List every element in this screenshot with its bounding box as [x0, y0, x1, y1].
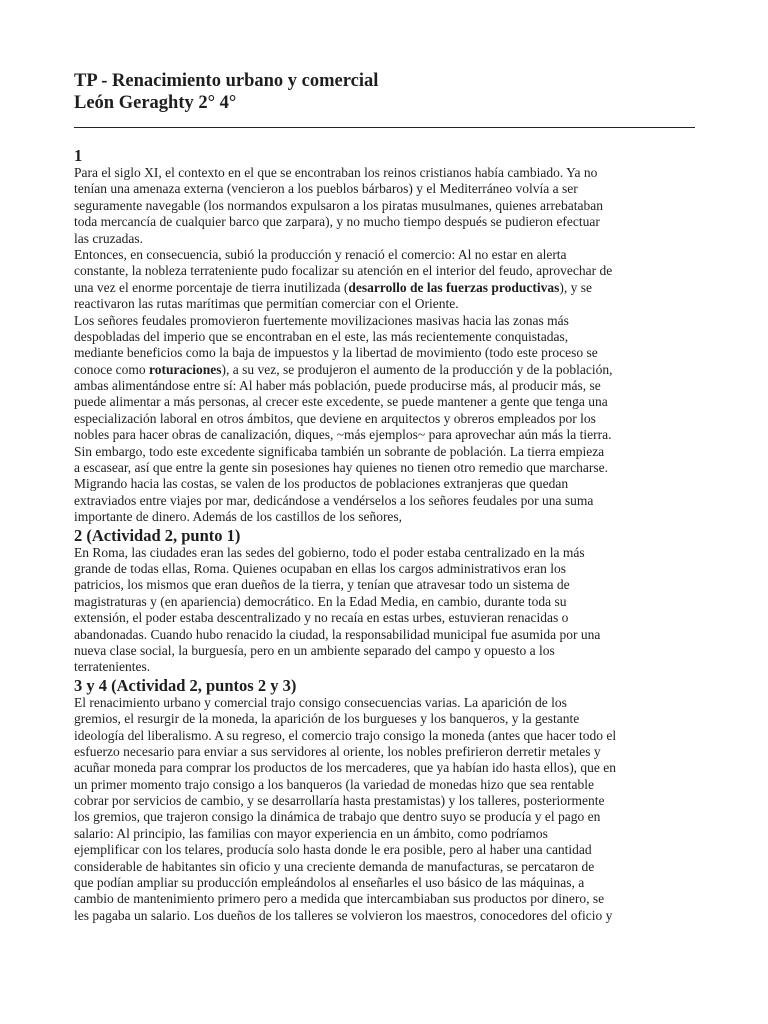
paragraph-line: las cruzadas. [74, 230, 143, 246]
paragraph-line: gremios, el resurgir de la moneda, la aparición de los burgueses y los banqueros, y la gestante [74, 711, 580, 727]
paragraph-line: ambas alimentándose entre sí: Al haber más población, puede producirse más, al producir más, se [74, 378, 601, 394]
paragraph-line: seguramente navegable (los normandos expulsaron a los piratas musulmanes, quienes arrebataban [74, 197, 603, 213]
horizontal-rule [74, 127, 695, 128]
paragraph-line: que podían ampliar su producción empleándolos al enseñarles el uso básico de las máquinas, a [74, 875, 585, 891]
paragraph-line: Migrando hacia las costas, se valen de los productos de poblaciones extranjeras que quedan [74, 476, 569, 492]
paragraph-line: patricios, los mismos que eran dueños de la tierra, y tenían que atravesar todo un sistema de [74, 577, 570, 593]
paragraph-line: esfuerzo necesario para enviar a sus servidores al oriente, los nobles prefirieron derretir metales y [74, 743, 601, 759]
paragraph-line: nueva clase social, la burguesía, pero en un ambiente separado del campo y opuesto a los [74, 642, 555, 658]
paragraph-line: toda mercancía de cualquier barco que zarpara), y no mucho tiempo después se pudieron efectuar [74, 214, 600, 230]
text-segment: conoce como [74, 361, 149, 377]
paragraph-line: considerable de habitantes sin oficio y una creciente demanda de manufacturas, se percataron de [74, 858, 595, 874]
paragraph-line [74, 280, 704, 296]
paragraph-line: Para el siglo XI, el contexto en el que se encontraban los reinos cristianos había cambiado. Ya no [74, 165, 598, 180]
paragraph-line: salario: Al principio, las familias con mayor experiencia en un ámbito, como podríamos [74, 825, 548, 841]
paragraph-line: nobles para hacer obras de canalización, diques, ~más ejemplos~ para aprovechar aún más la tierra. [74, 427, 612, 443]
title-line-1: TP - Renacimiento urbano y comercial [74, 71, 379, 91]
paragraph-line: cambio de mantenimiento primero pero a medida que intercambiaban sus productos por dinero, se [74, 891, 605, 907]
section-heading: 1 [74, 146, 83, 165]
section-heading: 3 y 4 (Actividad 2, puntos 2 y 3) [74, 675, 297, 695]
text-segment: ), a su vez, se produjeron el aumento de la producción y de la población, [221, 361, 613, 377]
paragraph-line: abandonadas. Cuando hubo renacido la ciudad, la responsabilidad municipal fue asumida por una [74, 626, 601, 642]
bold-term: desarrollo de las fuerzas productivas [348, 279, 560, 295]
paragraph-line: ejemplificar con los telares, producía solo hasta donde le era posible, pero al haber una cantidad [74, 842, 592, 858]
paragraph-line: Los señores feudales promovieron fuertemente movilizaciones masivas hacia las zonas más [74, 312, 569, 328]
paragraph-line: los gremios, que trajeron consigo la dinámica de trabajo que dentro suyo se producía y el pago en [74, 809, 601, 825]
paragraph-line: despobladas del imperio que se encontraban en el este, las más recientemente conquistadas, [74, 328, 569, 344]
paragraph-line: magistraturas y (en apariencia) democrático. En la Edad Media, en cambio, durante toda su [74, 593, 567, 609]
paragraph-line [74, 362, 704, 378]
bold-term: roturaciones [148, 361, 222, 377]
document-title [74, 70, 694, 114]
paragraph-line: ideología del liberalismo. A su regreso, el comercio trajo consigo la moneda (antes que hacer todo el [74, 727, 617, 743]
paragraph-line: importante de dinero. Además de los castillos de los señores, [74, 509, 403, 525]
paragraph-line: Entonces, en consecuencia, subió la producción y renació el comercio: Al no estar en alerta [74, 246, 567, 262]
paragraph-line: mediante beneficios como la baja de impuestos y la libertad de movimiento (todo este proceso se [74, 345, 598, 361]
paragraph-line: tenían una amenaza externa (vencieron a los pueblos bárbaros) y el Mediterráneo volvía a ser [74, 181, 578, 197]
paragraph-line: especialización laboral en otros ámbitos, que deviene en arquitectos y obreros empleados por los [74, 410, 596, 426]
paragraph-line: En Roma, las ciudades eran las sedes del gobierno, todo el poder estaba centralizado en la más [74, 544, 585, 560]
paragraph-line: extraviados entre viajes por mar, dedicándose a vendérselos a los señores feudales por una suma [74, 492, 594, 508]
paragraph-line: terratenientes. [74, 659, 151, 675]
title-line-2: León Geraghty 2° 4° [74, 93, 237, 113]
paragraph-line: constante, la nobleza terrateniente pudo focalizar su atención en el interior del feudo, aprovechar de [74, 263, 613, 279]
paragraph-line: acuñar moneda para comprar los productos de los mercaderes, que ya habían ido hasta ellos), que en [74, 760, 617, 776]
paragraph-line: El renacimiento urbano y comercial trajo consigo consecuencias varias. La aparición de los [74, 694, 567, 710]
paragraph-line: Sin embargo, todo este excedente significaba también un sobrante de población. La tierra empieza [74, 443, 605, 459]
paragraph-line: un primer momento trajo consigo a los banqueros (la variedad de monedas hizo que sea rentable [74, 776, 594, 792]
paragraph-line: grande de todas ellas, Roma. Quienes ocupaban en ellas los cargos administrativos eran los [74, 560, 566, 576]
paragraph-line: cobrar por servicios de cambio, y se desarrollaría hasta prestamistas) y los talleres, posteriormente [74, 793, 605, 809]
paragraph-line: extensión, el poder estaba descentralizado y no recaía en estas urbes, estuvieran renacidas o [74, 610, 569, 626]
section-heading: 2 (Actividad 2, punto 1) [74, 525, 241, 545]
paragraph-line: a escasear, así que entre la gente sin posesiones hay quienes no tienen otro remedio que marcharse. [74, 460, 609, 476]
paragraph-line: reactivaron las rutas marítimas que permitían comerciar con el Oriente. [74, 296, 459, 312]
paragraph-line: les pagaba un salario. Los dueños de los talleres se volvieron los maestros, conocedores del oficio y [74, 907, 613, 923]
text-segment: una vez el enorme porcentaje de tierra inutilizada ( [74, 279, 349, 295]
paragraph-line: puede alimentar a más personas, al crecer este excedente, se puede mantener a gente que tenga una [74, 394, 608, 410]
text-segment: ), y se [559, 279, 592, 295]
document-body [74, 146, 704, 924]
